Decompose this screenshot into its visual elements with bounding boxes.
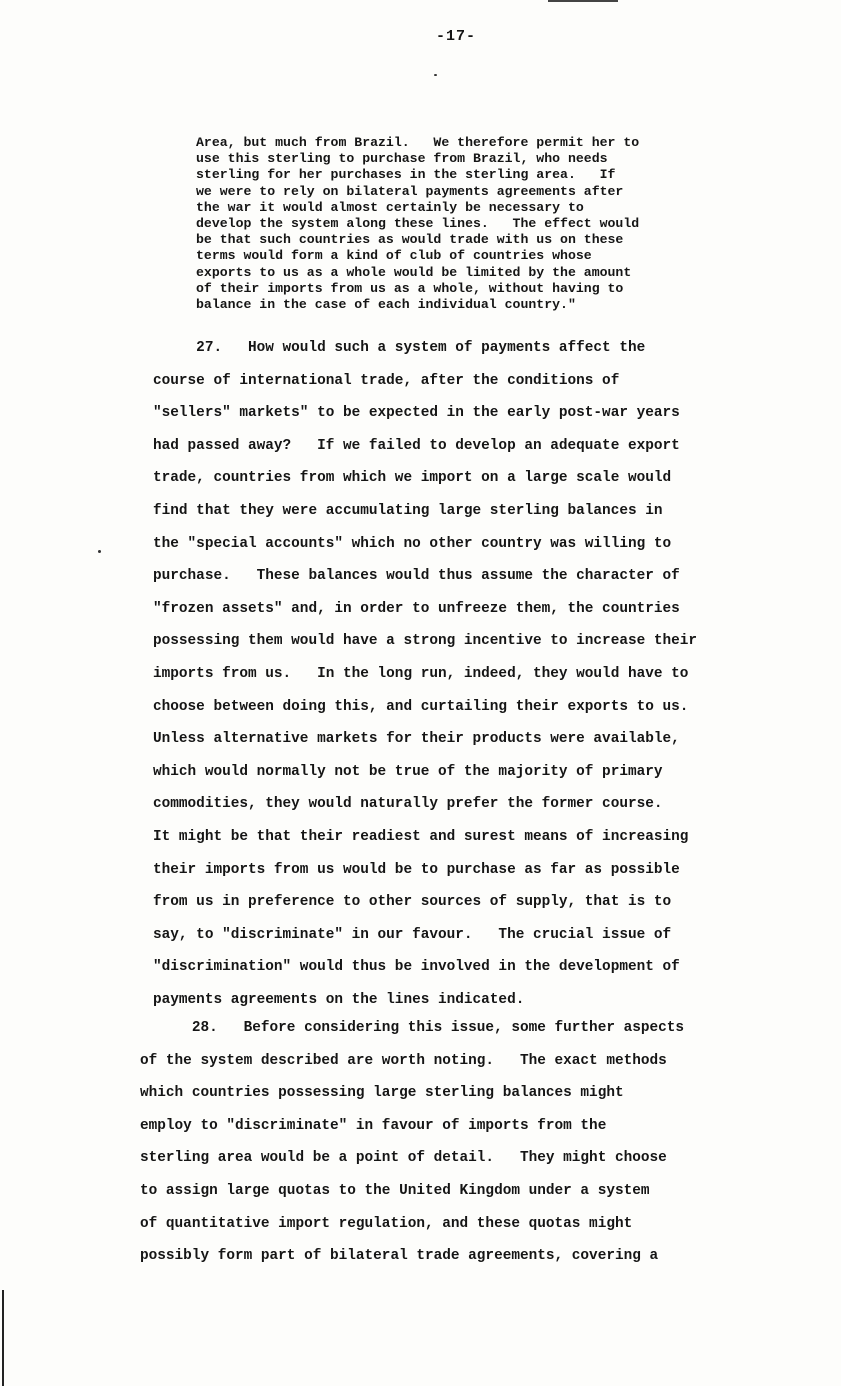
text-line: of their imports from us as a whole, without having to xyxy=(196,280,624,296)
text-line: Unless alternative markets for their products were available, xyxy=(153,731,680,748)
text-line: 27. How would such a system of payments affect the xyxy=(153,340,646,356)
text-line: commodities, they would naturally prefer the former course. xyxy=(153,796,663,813)
text-line: sterling area would be a point of detail. They might choose xyxy=(140,1150,667,1167)
text-line: terms would form a kind of club of countries whose xyxy=(196,248,592,264)
text-line: "discrimination" would thus be involved in the development of xyxy=(153,959,680,976)
text-line: balance in the case of each individual country." xyxy=(196,297,576,313)
top-rule xyxy=(548,0,618,2)
text-line: we were to rely on bilateral payments agreements after xyxy=(196,183,624,199)
text-line: which would normally not be true of the majority of primary xyxy=(153,763,663,780)
text-line: course of international trade, after the conditions of xyxy=(153,372,620,389)
paragraph-28 xyxy=(140,1012,760,1273)
text-line: find that they were accumulating large sterling balances in xyxy=(153,502,663,519)
text-line: possessing them would have a strong incentive to increase their xyxy=(153,633,698,650)
text-line: 28. Before considering this issue, some further aspects xyxy=(140,1020,685,1036)
text-line: imports from us. In the long run, indeed, they would have to xyxy=(153,665,689,682)
text-line: the "special accounts" which no other country was willing to xyxy=(153,535,672,552)
text-line: which countries possessing large sterling balances might xyxy=(140,1085,624,1102)
text-line: of quantitative import regulation, and these quotas might xyxy=(140,1215,633,1232)
text-line: had passed away? If we failed to develop an adequate export xyxy=(153,437,680,454)
text-line: the war it would almost certainly be necessary to xyxy=(196,199,584,215)
scan-speck xyxy=(98,550,101,553)
text-line: possibly form part of bilateral trade agreements, covering a xyxy=(140,1248,659,1265)
text-line: employ to "discriminate" in favour of imports from the xyxy=(140,1117,607,1134)
text-line: be that such countries as would trade with us on these xyxy=(196,232,624,248)
text-line: It might be that their readiest and surest means of increasing xyxy=(153,828,689,845)
text-line: payments agreements on the lines indicated. xyxy=(153,991,525,1008)
text-line: Area, but much from Brazil. We therefore permit her to xyxy=(196,135,640,150)
text-line: say, to "discriminate" in our favour. The crucial issue of xyxy=(153,926,672,943)
paragraph-27 xyxy=(153,332,773,1016)
margin-mark xyxy=(2,1290,4,1386)
text-line: of the system described are worth noting. The exact methods xyxy=(140,1052,667,1069)
text-line: trade, countries from which we import on a large scale would xyxy=(153,470,672,487)
text-line: exports to us as a whole would be limited by the amount xyxy=(196,264,632,280)
text-line: from us in preference to other sources of supply, that is to xyxy=(153,894,672,911)
text-line: "sellers" markets" to be expected in the early post-war years xyxy=(153,405,680,422)
text-line: develop the system along these lines. The effect would xyxy=(196,216,640,232)
quoted-passage xyxy=(196,135,756,313)
text-line: their imports from us would be to purchase as far as possible xyxy=(153,861,680,878)
text-line: "frozen assets" and, in order to unfreeze them, the countries xyxy=(153,600,680,617)
page-number: -17- xyxy=(435,28,476,45)
text-line: sterling for her purchases in the sterling area. If xyxy=(196,167,616,183)
text-line: use this sterling to purchase from Brazil, who needs xyxy=(196,151,608,167)
text-line: to assign large quotas to the United Kingdom under a system xyxy=(140,1182,650,1199)
scan-speck xyxy=(434,74,437,76)
text-line: choose between doing this, and curtailing their exports to us. xyxy=(153,698,689,715)
text-line: purchase. These balances would thus assume the character of xyxy=(153,568,680,585)
